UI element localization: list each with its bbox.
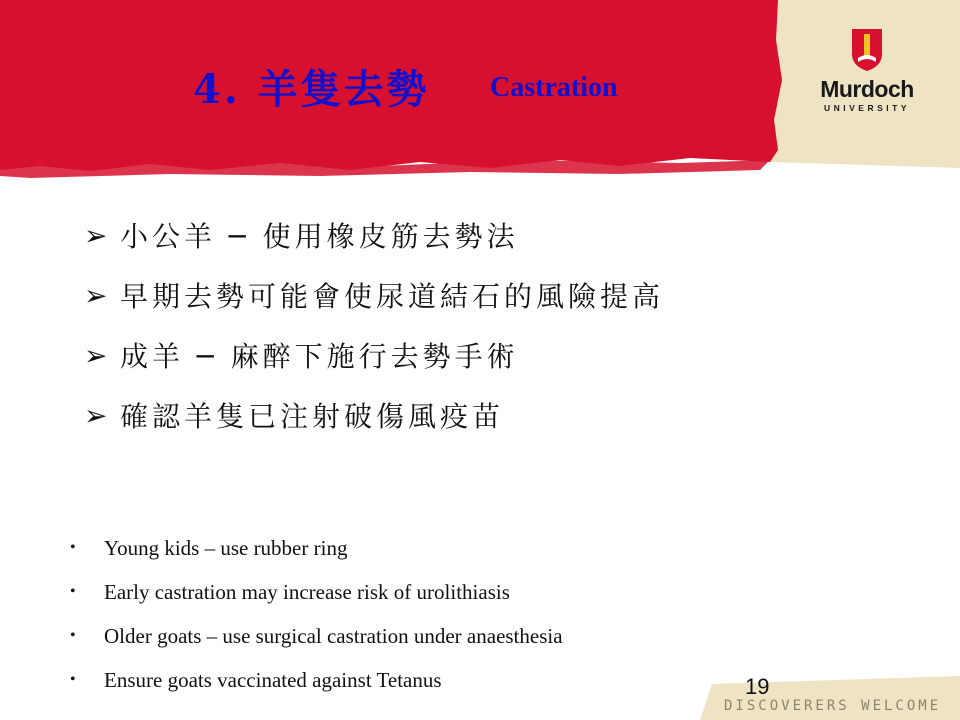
arrow-bullet-icon: ➢ <box>84 278 112 312</box>
list-item <box>70 658 563 702</box>
murdoch-crest-icon <box>851 28 883 72</box>
logo-subtitle: UNIVERSITY <box>823 103 910 113</box>
list-item-text: 確認羊隻已注射破傷風疫苗 <box>120 400 505 433</box>
footer-tagline: DISCOVERERS WELCOME <box>724 698 942 714</box>
list-item-text: Older goats – use surgical castration under anaesthesia <box>104 623 563 648</box>
arrow-bullet-icon: ➢ <box>84 398 112 432</box>
dot-bullet-icon: • <box>70 539 76 556</box>
list-item-text: 早期去勢可能會使尿道結石的風險提高 <box>120 280 665 313</box>
list-item <box>84 325 664 385</box>
dot-bullet-icon: • <box>70 671 76 688</box>
dot-bullet-icon: • <box>70 627 76 644</box>
chinese-bullet-list <box>84 205 664 445</box>
list-item-text: Early castration may increase risk of urolithiasis <box>104 579 510 604</box>
arrow-bullet-icon: ➢ <box>84 218 112 252</box>
page-number: 19 <box>745 674 770 699</box>
dot-bullet-icon: • <box>70 583 76 600</box>
murdoch-logo <box>808 28 926 118</box>
list-item <box>70 570 563 614</box>
list-item <box>70 526 563 570</box>
list-item-text: 小公羊 ─ 使用橡皮筋去勢法 <box>120 220 519 253</box>
list-item <box>84 205 664 265</box>
title-chinese: 4. 羊隻去勢 <box>193 66 430 113</box>
list-item-text: 成羊 ─ 麻醉下施行去勢手術 <box>120 340 519 373</box>
list-item-text: Young kids – use rubber ring <box>104 535 348 560</box>
arrow-bullet-icon: ➢ <box>84 338 112 372</box>
title-english: Castration <box>490 72 618 103</box>
list-item <box>70 614 563 658</box>
list-item <box>84 265 664 325</box>
logo-name: Murdoch <box>820 76 914 102</box>
list-item-text: Ensure goats vaccinated against Tetanus <box>104 667 442 692</box>
english-bullet-list <box>70 526 563 702</box>
list-item <box>84 385 664 445</box>
